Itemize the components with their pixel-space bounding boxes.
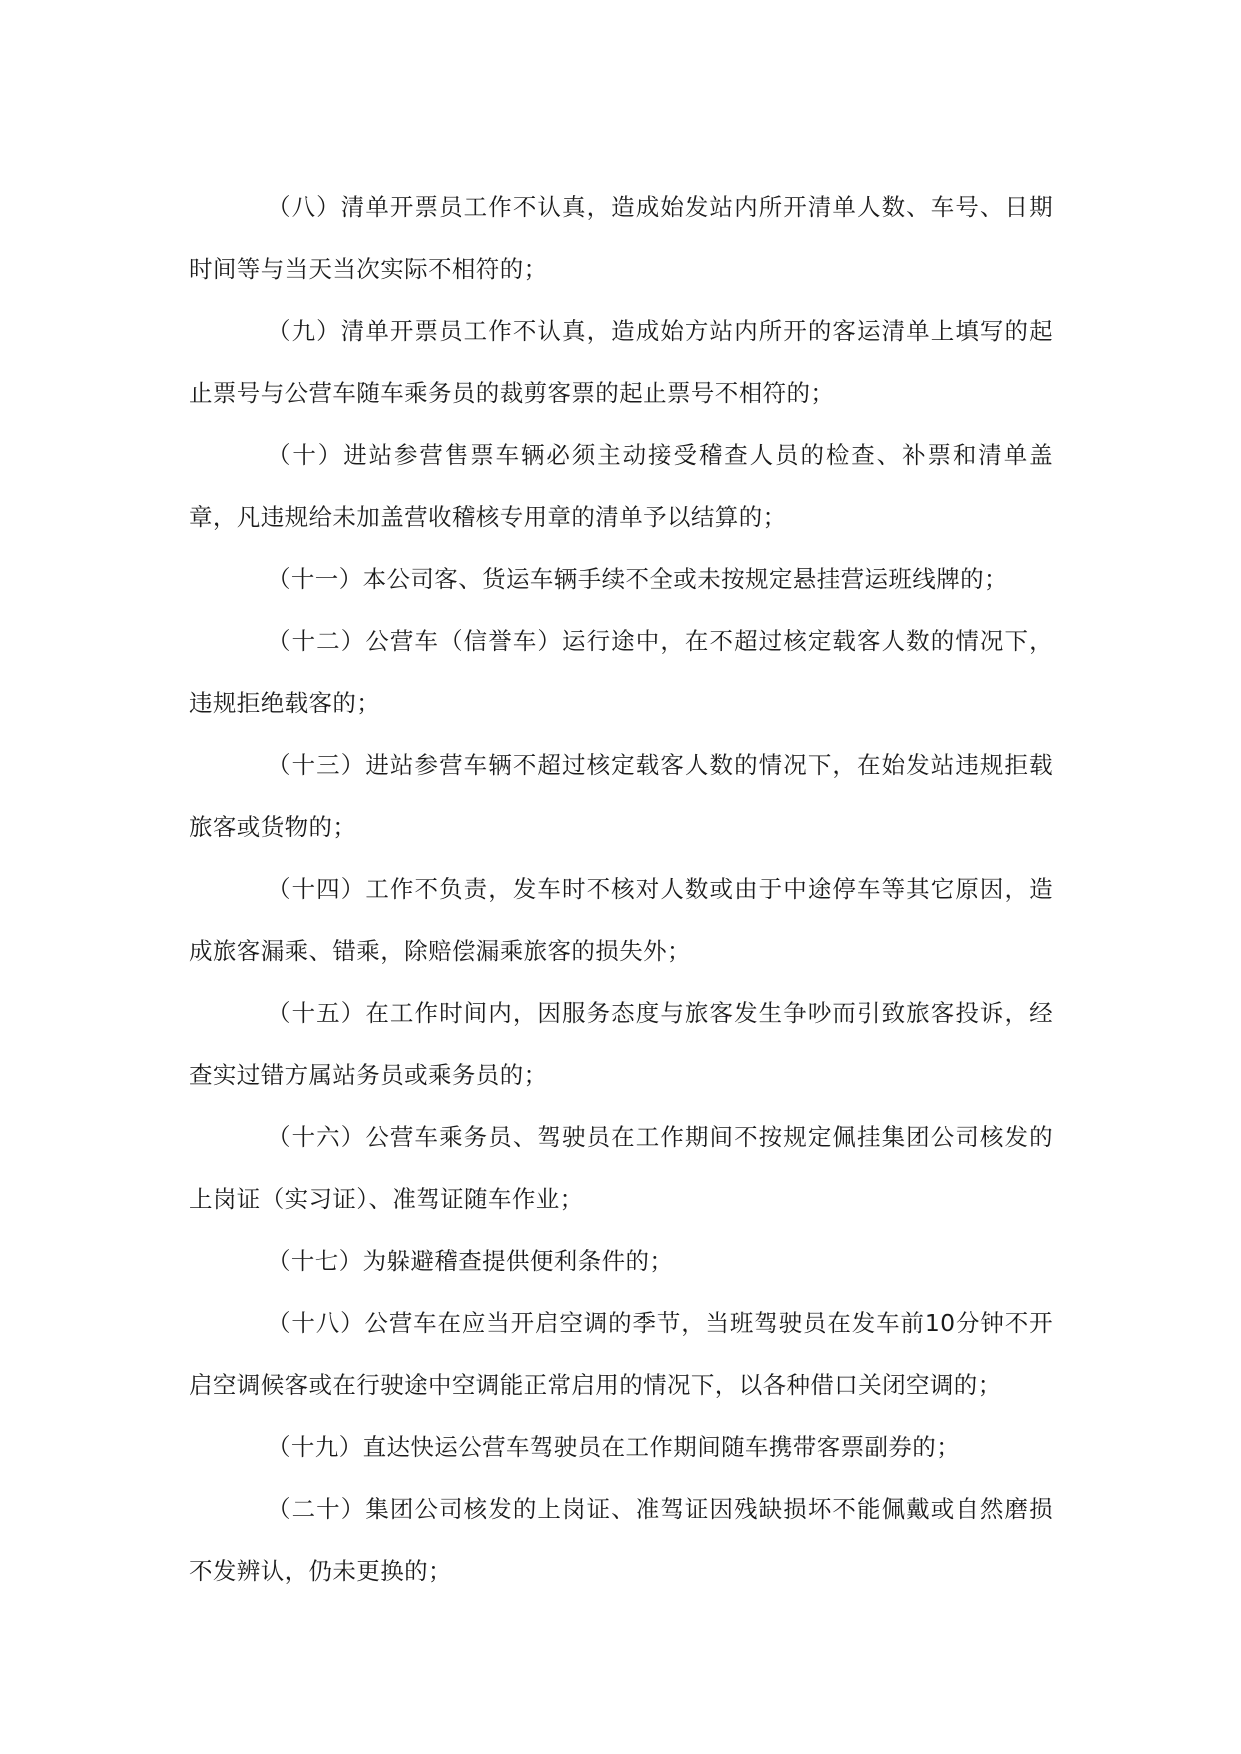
paragraph-item-19: （十九）直达快运公营车驾驶员在工作期间随车携带客票副券的； bbox=[267, 1433, 961, 1461]
document-body bbox=[189, 176, 1053, 1602]
paragraph-item-13: （十三）进站参营车辆不超过核定载客人数的情况下，在始发站违规拒载旅客或货物的； bbox=[189, 751, 1053, 841]
paragraph-item-20: （二十）集团公司核发的上岗证、准驾证因残缺损坏不能佩戴或自然磨损不发辨认，仍未更换的； bbox=[189, 1495, 1053, 1585]
paragraph-item-14: （十四）工作不负责，发车时不核对人数或由于中途停车等其它原因，造成旅客漏乘、错乘，除赔偿漏乘旅客的损失外； bbox=[189, 875, 1053, 965]
paragraph-item-18: （十八）公营车在应当开启空调的季节，当班驾驶员在发车前10分钟不开启空调候客或在行驶途中空调能正常启用的情况下，以各种借口关闭空调的； bbox=[189, 1309, 1053, 1399]
paragraph-item-10: （十）进站参营售票车辆必须主动接受稽查人员的检查、补票和清单盖章，凡违规给未加盖营收稽核专用章的清单予以结算的； bbox=[189, 441, 1053, 531]
paragraph-item-11: （十一）本公司客、货运车辆手续不全或未按规定悬挂营运班线牌的； bbox=[267, 565, 1008, 593]
paragraph-item-8: （八）清单开票员工作不认真，造成始发站内所开清单人数、车号、日期时间等与当天当次实际不相符的； bbox=[189, 193, 1053, 283]
paragraph-item-15: （十五）在工作时间内，因服务态度与旅客发生争吵而引致旅客投诉，经查实过错方属站务员或乘务员的； bbox=[189, 999, 1053, 1089]
paragraph-item-12: （十二）公营车（信誉车）运行途中，在不超过核定载客人数的情况下，违规拒绝载客的； bbox=[189, 627, 1053, 717]
paragraph-item-17: （十七）为躲避稽查提供便利条件的； bbox=[267, 1247, 674, 1275]
paragraph-item-16: （十六）公营车乘务员、驾驶员在工作期间不按规定佩挂集团公司核发的上岗证（实习证）、准驾证随车作业； bbox=[189, 1123, 1053, 1213]
paragraph-item-9: （九）清单开票员工作不认真，造成始方站内所开的客运清单上填写的起止票号与公营车随车乘务员的裁剪客票的起止票号不相符的； bbox=[189, 317, 1053, 407]
